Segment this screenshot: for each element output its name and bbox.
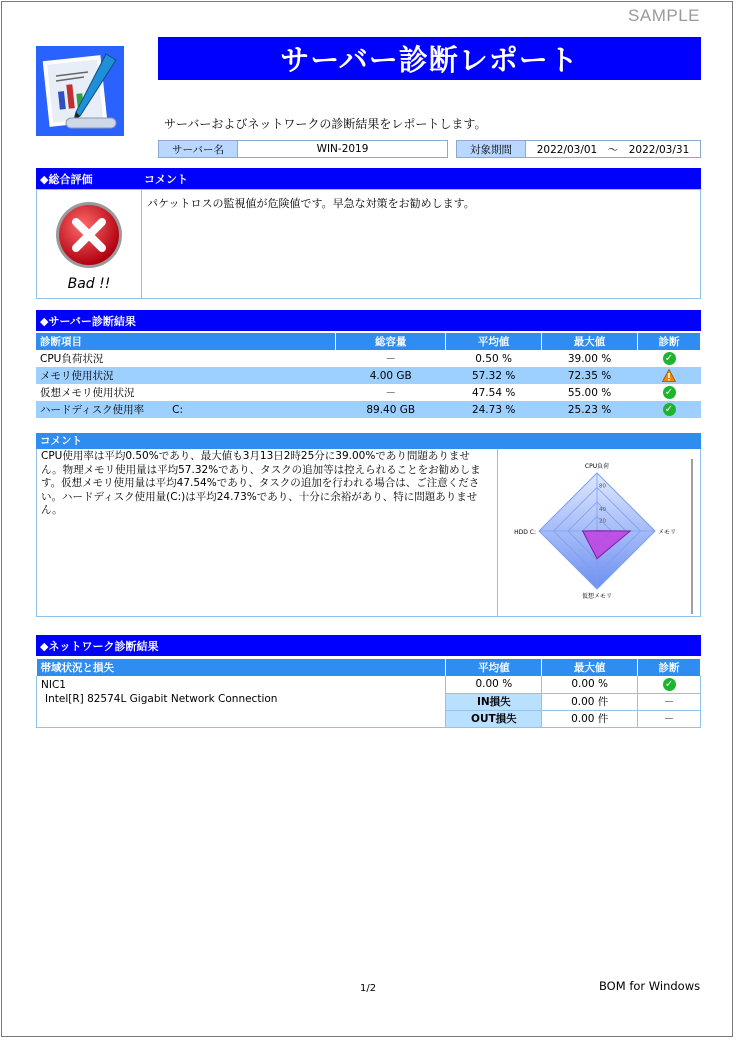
row-avg: 47.54 %	[471, 386, 516, 399]
row-max: 55.00 %	[567, 386, 612, 399]
radar-tick-label: 40	[599, 506, 606, 513]
server-results-header: ◆サーバー診断結果	[36, 310, 701, 331]
report-title: サーバー診断レポート	[158, 37, 701, 80]
overall-comment-title: コメント	[144, 172, 188, 186]
row-item: 仮想メモリ使用状況	[40, 387, 135, 399]
table-row	[37, 693, 701, 710]
row-item: ハードディスク使用率	[40, 404, 145, 416]
nic-max: 0.00 %	[542, 676, 638, 693]
out-loss-value: 0.00 件	[542, 710, 638, 727]
col-max: 最大値	[542, 333, 638, 350]
network-header: ◆ネットワーク診断結果	[36, 635, 701, 656]
bad-status-icon	[54, 200, 124, 270]
server-name: WIN-2019	[238, 140, 448, 158]
footer-brand: BOM for Windows	[599, 979, 701, 993]
overall-title: ◆総合評価	[40, 172, 93, 186]
row-avg: 24.73 %	[446, 401, 542, 418]
table-row	[36, 384, 701, 401]
row-avg: 0.50 %	[475, 352, 512, 365]
server-label: サーバー名	[158, 140, 238, 158]
col-max: 最大値	[542, 659, 638, 676]
in-loss-status: －	[638, 693, 701, 710]
row-item: メモリ使用状況	[36, 367, 336, 384]
out-loss-status: －	[638, 710, 701, 727]
col-status: 診断	[638, 333, 701, 350]
page-number: 1/2	[360, 983, 377, 994]
row-max: 25.23 %	[542, 401, 638, 418]
comment-text: CPU使用率は平均0.50%であり、最大値も3月13日2時25分に39.00%であり問題ありません。物理メモリ使用量は平均57.32%であり、タスクの追加等は控えられることをお勧めします。仮想メモリ使用量は平均47.54%であり、タスクの追加を行われる場合は、ご注意ください。ハードディスク使用量(C:)は平均24.73%であり、十分に余裕があり、特に問題ありません。	[41, 450, 481, 516]
radar-axis-label: HDD C:	[514, 529, 536, 536]
ok-check-icon: ✓	[663, 403, 676, 416]
network-header-row	[37, 659, 701, 676]
nic-avg: 0.00 %	[446, 676, 542, 693]
col-item: 診断項目	[36, 333, 336, 350]
table-row	[36, 401, 701, 418]
warning-icon	[662, 369, 676, 382]
comment-box	[36, 449, 701, 617]
col-capacity: 総容量	[336, 333, 446, 350]
radar-chart	[507, 459, 687, 609]
period-info	[456, 140, 701, 158]
overall-comment: パケットロスの監視値が危険値です。早急な対策をお勧めします。	[147, 197, 475, 210]
bad-status-text: Bad !!	[67, 276, 111, 292]
overall-header	[36, 168, 701, 189]
row-max: 39.00 %	[567, 352, 612, 365]
radar-axis-label: メモリ	[658, 529, 677, 536]
ok-check-icon: ✓	[663, 352, 676, 365]
table-row	[37, 676, 701, 693]
row-avg: 57.32 %	[446, 367, 542, 384]
row-capacity: －	[385, 387, 396, 399]
radar-axis-label: 仮想メモリ	[581, 593, 613, 600]
period-label: 対象期間	[456, 140, 526, 158]
row-capacity: 4.00 GB	[336, 367, 446, 384]
watermark: SAMPLE	[628, 6, 700, 25]
col-status: 診断	[638, 659, 701, 676]
overall-box	[36, 189, 701, 299]
in-loss-label: IN損失	[446, 693, 542, 710]
nic-name: NIC1	[37, 676, 446, 693]
report-logo-icon	[36, 46, 124, 136]
row-item: CPU負荷状況	[40, 353, 104, 365]
table-row	[36, 367, 701, 384]
ok-check-icon: ✓	[663, 386, 676, 399]
ok-check-icon: ✓	[663, 678, 676, 691]
server-results-table	[36, 333, 701, 418]
server-info	[158, 140, 448, 158]
out-loss-label: OUT損失	[446, 710, 542, 727]
in-loss-value: 0.00 件	[542, 693, 638, 710]
period-value: 2022/03/01 ～ 2022/03/31	[526, 140, 701, 158]
row-sub: C:	[172, 404, 184, 416]
comment-header: コメント	[36, 433, 701, 449]
row-capacity: －	[385, 353, 396, 365]
table-row	[36, 350, 701, 367]
network-table	[36, 659, 701, 728]
radar-tick-label: 20	[599, 518, 606, 525]
radar-tick-label: 80	[599, 483, 606, 490]
nic-description: Intel[R] 82574L Gigabit Network Connection	[37, 693, 446, 727]
col-avg: 平均値	[446, 659, 542, 676]
radar-axis-label: CPU負荷	[584, 463, 610, 470]
col-avg: 平均値	[446, 333, 542, 350]
row-max: 72.35 %	[542, 367, 638, 384]
intro-text: サーバーおよびネットワークの診断結果をレポートします。	[164, 117, 487, 131]
col-bandwidth: 帯域状況と損失	[37, 659, 446, 676]
row-capacity: 89.40 GB	[336, 401, 446, 418]
server-results-header-row	[36, 333, 701, 350]
